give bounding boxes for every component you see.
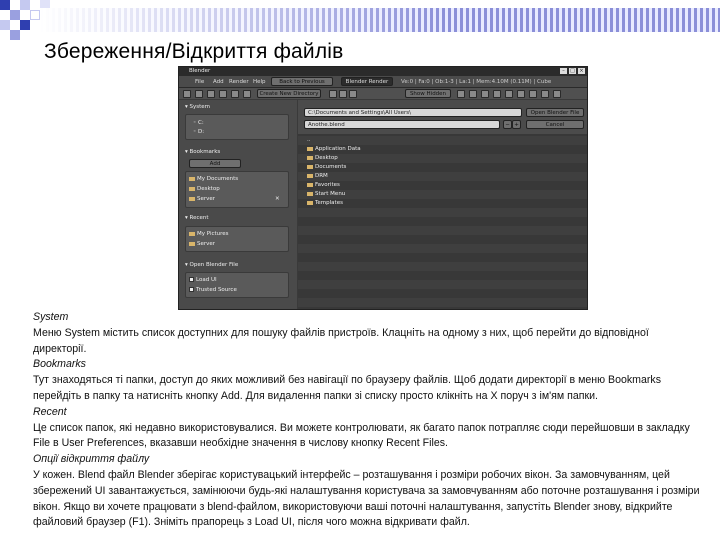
remove-bookmark-icon[interactable]: ✕ (275, 196, 280, 202)
directory-path-input[interactable]: C:\Documents and Settings\All Users\ (304, 108, 522, 117)
recent-header[interactable]: ▾ Recent (185, 215, 209, 221)
minimize-button[interactable]: – (560, 68, 567, 74)
blender-file-browser-screenshot (178, 66, 588, 310)
filter-text-icon[interactable] (553, 90, 561, 98)
filter-blend-icon[interactable] (481, 90, 489, 98)
file-toolbar (179, 87, 587, 99)
increment-button[interactable]: + (512, 120, 521, 129)
sort-icon[interactable] (349, 90, 357, 98)
show-hidden-button[interactable]: Show Hidden (405, 89, 451, 98)
bookmarks-paragraph: Тут знаходяться ті папки, доступ до яких можливий без навігації по браузеру файлів. Щоб додати директорії в меню Bookmarks перейдіть в папку та натисніть кнопку Add. Для видалення папки зі списку просто клікніть на Х поруч з ім'ям папки. (33, 374, 662, 402)
menu-add[interactable]: Add (213, 79, 224, 85)
bookmarks-heading: Bookmarks (33, 358, 86, 371)
recent-heading: Recent (33, 405, 67, 418)
filter-folder-icon[interactable] (469, 90, 477, 98)
system-box (185, 114, 289, 140)
maximize-button[interactable]: □ (570, 68, 575, 74)
bookmark-item[interactable]: My Documents (189, 176, 238, 182)
bookmarks-header[interactable]: ▾ Bookmarks (185, 149, 221, 155)
page-title: Збереження/Відкриття файлів (44, 40, 344, 63)
thumbnail-view-icon[interactable] (339, 90, 347, 98)
filename-input[interactable]: Anothe.blend (304, 120, 500, 129)
filter-font-icon[interactable] (529, 90, 537, 98)
file-row[interactable]: Templates (307, 200, 343, 206)
list-view-icon[interactable] (329, 90, 337, 98)
system-paragraph: Меню System містить список доступних для пошуку файлів пристроїв. Клацніть на одному з них, щоб перейти до відповідної директорії. (33, 326, 649, 355)
open-blender-file-button[interactable]: Open Blender File (526, 108, 584, 117)
file-row-parent[interactable]: .. (307, 137, 311, 143)
back-to-previous-button[interactable]: Back to Previous (271, 77, 333, 86)
body-text (33, 310, 703, 531)
file-row[interactable]: Favorites (307, 182, 340, 188)
options-heading: Опції відкриття файлу (33, 453, 150, 466)
forward-icon[interactable] (219, 90, 227, 98)
filter-movie-icon[interactable] (505, 90, 513, 98)
recent-item[interactable]: Server (189, 241, 215, 247)
file-browser-sidebar (179, 100, 297, 310)
parent-dir-icon[interactable] (195, 90, 203, 98)
system-header[interactable]: ▾ System (185, 104, 211, 110)
window-title: Blender (189, 68, 211, 74)
filter-image-icon[interactable] (493, 90, 501, 98)
system-item-d[interactable]: ◦ D: (193, 129, 205, 135)
file-row[interactable]: Application Data (307, 146, 361, 152)
system-heading: System (33, 311, 69, 323)
open-options-box (185, 272, 289, 298)
window-titlebar (179, 67, 587, 76)
recent-paragraph: Це список папок, які недавно використовувалися. Ви можете контролювати, як багато папок потрапляє сюди перейшовши в закладку File в User Preferences, вказавши необхідне значення в числову кнопку Recent Files. (33, 421, 690, 450)
bookmark-item[interactable]: Server (189, 196, 215, 202)
refresh-icon[interactable] (231, 90, 239, 98)
filter-sound-icon[interactable] (541, 90, 549, 98)
view-icon[interactable] (183, 90, 191, 98)
render-engine-select[interactable]: Blender Render (341, 77, 393, 86)
menu-help[interactable]: Help (253, 79, 266, 85)
decrement-button[interactable]: − (503, 120, 512, 129)
recent-item[interactable]: My Pictures (189, 231, 229, 237)
menu-file[interactable]: File (195, 79, 205, 85)
home-icon[interactable] (243, 90, 251, 98)
file-row[interactable]: DRM (307, 173, 328, 179)
back-icon[interactable] (207, 90, 215, 98)
file-row[interactable]: Desktop (307, 155, 338, 161)
open-options-header[interactable]: ▾ Open Blender File (185, 262, 239, 268)
options-paragraph: У кожен. Blend файл Blender зберігає користувацький інтерфейс – розташування і розміри робочих вікон. За замовчуванням, цей збережений UI завантажується, замінюючи будь-які налаштування користувача за замовчуванням або поточне розташування і розміри вікон. Якщо ви хочете працювати з blend-файлом, використовуючи ваші поточні налаштування, запустіть Blender знову, відкрийте файловий браузер (F1). Зніміть прапорець з Load UI, після чого можна відкривати файл. (33, 468, 700, 529)
scene-stats: Ve:0 | Fa:0 | Ob:1-3 | La:1 | Mem:4.10M (0.11M) | Cube (401, 79, 552, 85)
create-directory-button[interactable]: Create New Directory (257, 89, 321, 98)
file-row[interactable]: Start Menu (307, 191, 345, 197)
file-row[interactable]: Documents (307, 164, 346, 170)
cancel-button[interactable]: Cancel (526, 120, 584, 129)
trusted-source-checkbox[interactable]: Trusted Source (189, 287, 237, 293)
add-bookmark-button[interactable]: Add (189, 159, 241, 168)
system-item-c[interactable]: ◦ C: (193, 120, 204, 126)
filter-icon[interactable] (457, 90, 465, 98)
menu-render[interactable]: Render (229, 79, 249, 85)
file-list-area (298, 100, 588, 310)
load-ui-checkbox[interactable]: Load UI (189, 277, 217, 283)
recent-box (185, 226, 289, 252)
menu-bar (179, 76, 587, 87)
bookmark-item[interactable]: Desktop (189, 186, 220, 192)
close-button[interactable]: × (579, 68, 584, 74)
filter-script-icon[interactable] (517, 90, 525, 98)
decorative-banner (40, 8, 720, 32)
